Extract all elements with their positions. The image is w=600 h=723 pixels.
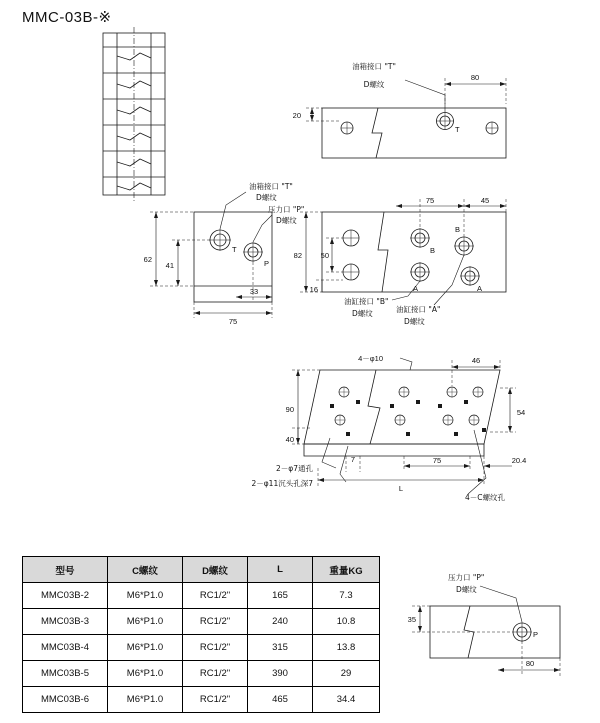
dim-20-top: 20 [292,111,301,120]
table-row [23,635,380,661]
dim-33: 33 [249,287,259,296]
dim-46: 46 [471,356,481,365]
col-header-model: 型号 [23,557,108,583]
mark-b-mid2: B [455,225,461,234]
label-cyl-port-a: 油缸接口 "A" [396,305,441,314]
table-row [23,661,380,687]
dim-54: 54 [516,408,526,417]
label-two-phi11: 2－φ11沉头孔深7 [251,479,313,488]
mid-right-bar-view [300,199,506,305]
cell-l: 315 [248,635,313,661]
dim-50: 50 [320,251,329,260]
dim-80-top: 80 [470,73,480,82]
cell-weight: 34.4 [313,687,380,713]
mark-t-mid: T [232,245,237,254]
cell-c-thread: M6*P1.0 [108,635,183,661]
dim-90: 90 [285,405,294,414]
dim-82: 82 [293,251,302,260]
label-d-thread-mid: D螺纹 [256,193,277,202]
cell-model: MMC03B-6 [23,687,108,713]
bottom-isometric-view [292,358,516,494]
mark-b-mid: B [430,246,436,255]
mid-left-endplate-view [150,192,272,318]
top-right-bar-view [306,78,506,158]
dim-45-mid: 45 [480,196,490,205]
cell-model: MMC03B-3 [23,609,108,635]
mark-t-top: T [455,125,460,134]
cell-weight: 7.3 [313,583,380,609]
table-header-row [23,557,380,583]
label-cyl-port-b: 油缸接口 "B" [344,297,389,306]
col-header-l: L [248,557,313,583]
cell-weight: 13.8 [313,635,380,661]
col-header-d-thread: D螺纹 [183,557,248,583]
dim-35: 35 [407,615,416,624]
col-header-c-thread: C螺纹 [108,557,183,583]
mark-a-mid: A [413,284,419,293]
label-four-phi10: 4－φ10 [358,354,383,363]
page-title: MMC-03B-※ [22,9,112,26]
table-row [23,687,380,713]
cell-l: 165 [248,583,313,609]
cell-d-thread: RC1/2" [183,609,248,635]
cell-d-thread: RC1/2" [183,583,248,609]
cell-d-thread: RC1/2" [183,635,248,661]
dim-7: 7 [350,455,356,464]
cell-l: 390 [248,661,313,687]
dim-16: 16 [309,285,318,294]
spec-table [22,556,380,713]
top-left-stack-view [103,27,165,201]
dim-75-mid: 75 [425,196,435,205]
mark-a-mid2: A [477,284,483,293]
label-d-thread-bottom: D螺纹 [456,585,477,594]
dim-40: 40 [285,435,294,444]
dim-62: 62 [143,255,152,264]
dim-20-4: 20.4 [511,456,527,465]
label-pressure-port-p-bottom: 压力口 "P" [448,573,485,582]
label-tank-port-t-top: 油箱接口 "T" [352,62,396,71]
cell-l: 465 [248,687,313,713]
dim-L: L [398,484,404,493]
mark-p-mid: P [264,259,270,268]
cell-weight: 29 [313,661,380,687]
mark-p-bottom: P [533,630,539,639]
cell-l: 240 [248,609,313,635]
table-row [23,583,380,609]
label-tank-port-t-mid: 油箱接口 "T" [249,182,293,191]
dim-41: 41 [165,261,174,270]
label-two-phi7: 2－φ7通孔 [276,464,313,473]
cell-model: MMC03B-5 [23,661,108,687]
label-four-c-thread: 4－C螺纹孔 [465,493,506,502]
cell-d-thread: RC1/2" [183,661,248,687]
cell-model: MMC03B-4 [23,635,108,661]
dim-75-bottom: 75 [432,456,442,465]
label-d-thread-b: D螺纹 [352,309,373,318]
table-row [23,609,380,635]
label-d-thread-mid2: D螺纹 [276,216,297,225]
cell-model: MMC03B-2 [23,583,108,609]
cell-c-thread: M6*P1.0 [108,661,183,687]
cell-c-thread: M6*P1.0 [108,687,183,713]
cell-weight: 10.8 [313,609,380,635]
cell-d-thread: RC1/2" [183,687,248,713]
dim-80-bottom: 80 [525,659,535,668]
cell-c-thread: M6*P1.0 [108,583,183,609]
label-d-thread-top: D螺纹 [363,80,385,89]
col-header-weight: 重量KG [313,557,380,583]
label-d-thread-a: D螺纹 [404,317,425,326]
label-pressure-port-p-mid: 压力口 "P" [268,205,305,214]
dim-75-left: 75 [228,317,238,326]
cell-c-thread: M6*P1.0 [108,609,183,635]
